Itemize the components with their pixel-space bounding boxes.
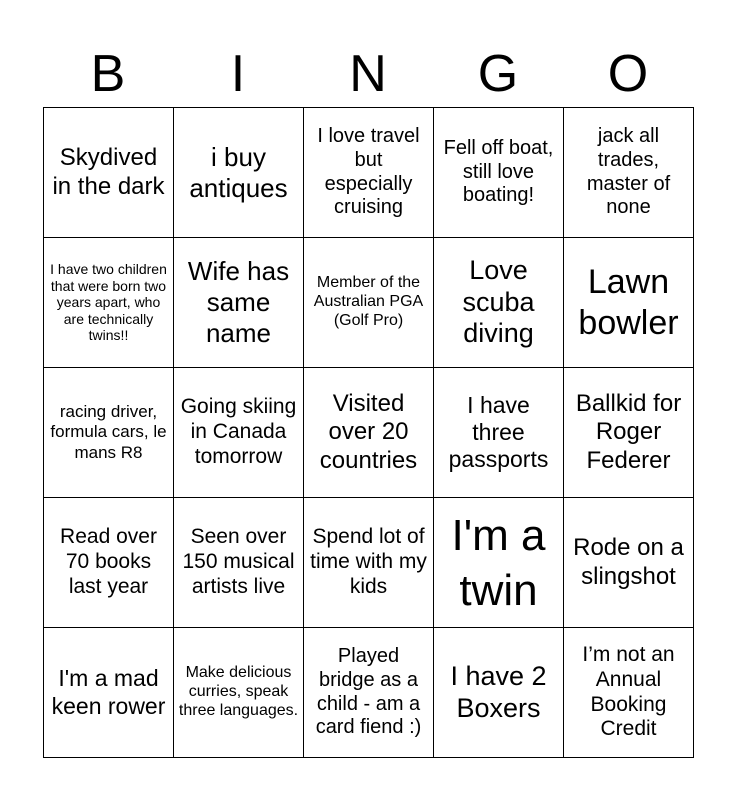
bingo-cell[interactable]: I'm a mad keen rower (44, 628, 174, 758)
board-row (44, 368, 694, 498)
bingo-cell[interactable]: Spend lot of time with my kids (304, 498, 434, 628)
bingo-cell[interactable]: Wife has same name (174, 238, 304, 368)
bingo-cell[interactable]: Lawn bowler (564, 238, 694, 368)
header-letter-b: B (90, 45, 126, 103)
header-letter-n: N (349, 45, 387, 103)
board-row (44, 108, 694, 238)
header-letter-g: G (477, 45, 519, 103)
bingo-board (43, 107, 694, 758)
bingo-cell[interactable]: I have 2 Boxers (434, 628, 564, 758)
board-row (44, 498, 694, 628)
bingo-cell[interactable]: racing driver, formula cars, le mans R8 (44, 368, 174, 498)
bingo-cell[interactable]: Member of the Australian PGA (Golf Pro) (304, 238, 434, 368)
bingo-cell[interactable]: i buy antiques (174, 108, 304, 238)
bingo-cell[interactable]: Seen over 150 musical artists live (174, 498, 304, 628)
bingo-cell[interactable]: I'm a twin (434, 498, 564, 628)
header-letter-o: O (607, 45, 649, 103)
board-row (44, 238, 694, 368)
bingo-cell[interactable]: Skydived in the dark (44, 108, 174, 238)
bingo-cell[interactable]: Make delicious curries, speak three languages. (174, 628, 304, 758)
bingo-cell[interactable]: jack all trades, master of none (564, 108, 694, 238)
bingo-cell[interactable]: I have two children that were born two years apart, who are technically twins!! (44, 238, 174, 368)
bingo-cell[interactable]: I love travel but especially cruising (304, 108, 434, 238)
bingo-cell[interactable]: Visited over 20 countries (304, 368, 434, 498)
bingo-cell[interactable]: Read over 70 books last year (44, 498, 174, 628)
bingo-cell[interactable]: Rode on a slingshot (564, 498, 694, 628)
bingo-cell[interactable]: I’m not an Annual Booking Credit (564, 628, 694, 758)
bingo-header (43, 40, 693, 108)
bingo-cell[interactable]: Love scuba diving (434, 238, 564, 368)
bingo-cell[interactable]: Going skiing in Canada tomorrow (174, 368, 304, 498)
bingo-cell[interactable]: Played bridge as a child - am a card fiend :) (304, 628, 434, 758)
board-row (44, 628, 694, 758)
bingo-cell[interactable]: Fell off boat, still love boating! (434, 108, 564, 238)
header-letter-i: I (230, 45, 246, 103)
bingo-cell[interactable]: Ballkid for Roger Federer (564, 368, 694, 498)
bingo-cell[interactable]: I have three passports (434, 368, 564, 498)
